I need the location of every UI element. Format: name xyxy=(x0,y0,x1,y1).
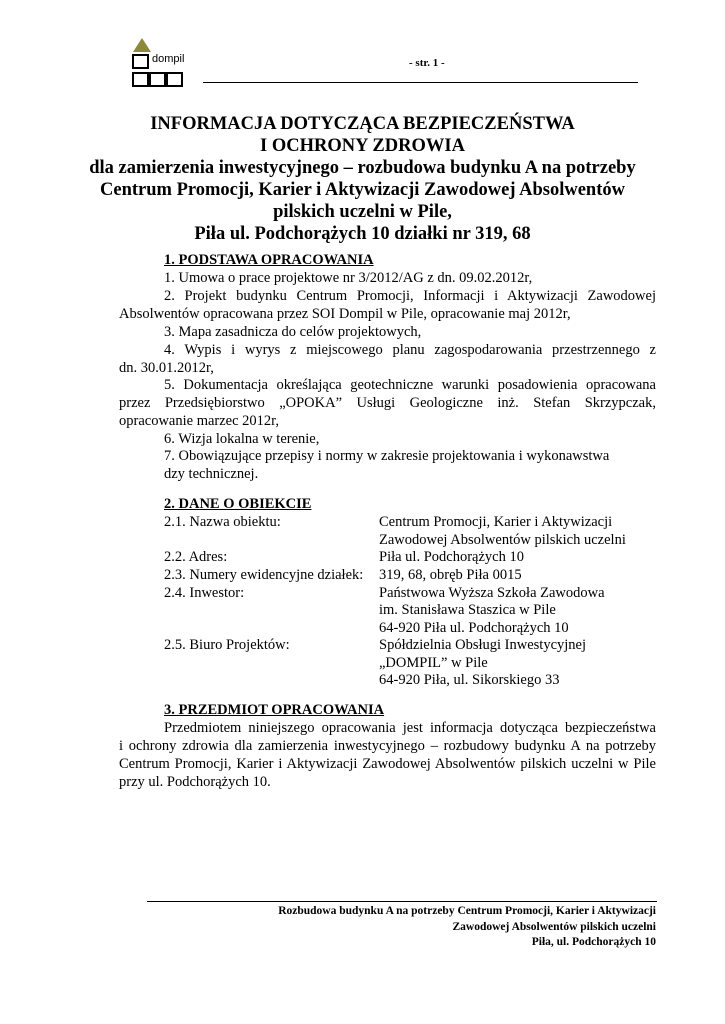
field-label: 2.1. Nazwa obiektu: xyxy=(164,514,281,530)
document-title xyxy=(0,113,725,245)
field-value: Centrum Promocji, Karier i Aktywizacji xyxy=(379,514,613,530)
list-item: 2. Projekt budynku Centrum Promocji, Informacji i Aktywizacji Zawodowej xyxy=(164,288,656,304)
title-line: Piła ul. Podchorążych 10 działki nr 319, 68 xyxy=(194,224,531,244)
section-heading: 3. PRZEDMIOT OPRACOWANIA xyxy=(164,702,385,718)
paragraph-line: przy ul. Podchorążych 10. xyxy=(119,774,271,790)
title-line: Centrum Promocji, Karier i Aktywizacji Zawodowej Absolwentów xyxy=(100,180,625,200)
logo-square-icon xyxy=(132,72,149,87)
list-item: 6. Wizja lokalna w terenie, xyxy=(164,431,320,447)
list-item: 7. Obowiązujące przepisy i normy w zakresie projektowania i wykonawstwa xyxy=(164,448,610,464)
logo-square-icon xyxy=(132,54,149,69)
list-item-continuation: przez Przedsiębiorstwo „OPOKA” Usługi Geologiczne inż. Stefan Skrzypczak, xyxy=(119,395,656,411)
list-item-continuation: dn. 30.01.2012r, xyxy=(119,360,214,376)
field-value: Państwowa Wyższa Szkoła Zawodowa xyxy=(379,585,605,601)
field-label: 2.5. Biuro Projektów: xyxy=(164,637,290,653)
field-value: Spółdzielnia Obsługi Inwestycyjnej xyxy=(379,637,586,653)
page-number: - str. 1 - xyxy=(409,57,445,69)
list-item-continuation: opracowanie marzec 2012r, xyxy=(119,413,280,429)
section-heading: 2. DANE O OBIEKCIE xyxy=(164,496,312,512)
title-line: dla zamierzenia inwestycyjnego – rozbudowa budynku A na potrzeby xyxy=(89,158,636,178)
list-item-continuation: Absolwentów opracowana przez SOI Dompil w Pile, opracowanie maj 2012r, xyxy=(119,306,571,322)
logo-square-icon xyxy=(149,72,166,87)
list-item: 4. Wypis i wyrys z miejscowego planu zagospodarowania przestrzennego z xyxy=(164,342,656,358)
header-divider xyxy=(203,82,638,83)
field-value: im. Stanisława Staszica w Pile xyxy=(379,602,556,618)
section-heading: 1. PODSTAWA OPRACOWANIA xyxy=(164,252,374,268)
logo-text: dompil xyxy=(152,53,185,65)
title-line: INFORMACJA DOTYCZĄCA BEZPIECZEŃSTWA xyxy=(150,114,575,134)
paragraph-line: Przedmiotem niniejszego opracowania jest informacja dotycząca bezpieczeństwa xyxy=(164,720,656,736)
field-value: „DOMPIL” w Pile xyxy=(379,655,488,671)
field-value: Zawodowej Absolwentów pilskich uczelni xyxy=(379,532,626,548)
logo-square-icon xyxy=(166,72,183,87)
list-item: 3. Mapa zasadnicza do celów projektowych, xyxy=(164,324,422,340)
footer-text: Rozbudowa budynku A na potrzeby Centrum Promocji, Karier i Aktywizacji xyxy=(278,905,656,917)
paragraph-line: Centrum Promocji, Karier i Aktywizacji Zawodowej Absolwentów pilskich uczelni w Pile xyxy=(119,756,656,772)
title-line: I OCHRONY ZDROWIA xyxy=(260,136,465,156)
list-item: 5. Dokumentacja określająca geotechniczne warunki posadowienia opracowana xyxy=(164,377,656,393)
paragraph-line: i ochrony zdrowia dla zamierzenia inwestycyjnego – rozbudowy budynku A na potrzeby xyxy=(119,738,656,754)
logo-triangle-icon xyxy=(133,38,151,52)
list-item-continuation: dzy technicznej. xyxy=(164,466,259,482)
field-value: 64-920 Piła ul. Podchorążych 10 xyxy=(379,620,569,636)
footer-text: Zawodowej Absolwentów pilskich uczelni xyxy=(452,921,656,933)
field-value: Piła ul. Podchorążych 10 xyxy=(379,549,524,565)
list-item: 1. Umowa o prace projektowe nr 3/2012/AG z dn. 09.02.2012r, xyxy=(164,270,533,286)
field-label: 2.4. Inwestor: xyxy=(164,585,245,601)
footer-text: Piła, ul. Podchorążych 10 xyxy=(531,936,656,948)
field-value: 64-920 Piła, ul. Sikorskiego 33 xyxy=(379,672,560,688)
field-label: 2.3. Numery ewidencyjne działek: xyxy=(164,567,364,583)
footer-divider xyxy=(147,901,657,902)
company-logo xyxy=(131,38,211,90)
title-line: pilskich uczelni w Pile, xyxy=(273,202,452,222)
field-label: 2.2. Adres: xyxy=(164,549,228,565)
field-value: 319, 68, obręb Piła 0015 xyxy=(379,567,522,583)
